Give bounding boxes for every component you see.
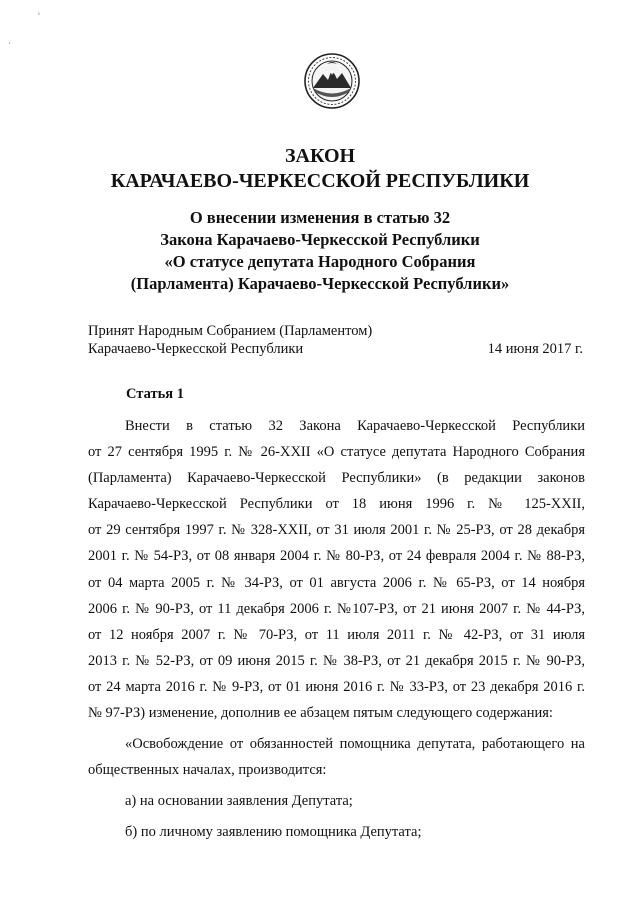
- scan-mark: ⁱ: [38, 10, 40, 20]
- body-line: от 04 марта 2005 г. № 34-РЗ, от 01 августа 2006 г. № 65-РЗ, от 14 ноября: [88, 574, 585, 591]
- subtitle-line: (Парламента) Карачаево-Черкесской Республики»: [130, 274, 510, 293]
- body-line: 2001 г. № 54-РЗ, от 08 января 2004 г. № 80-РЗ, от 24 февраля 2004 г. № 88-РЗ,: [88, 548, 585, 565]
- subtitle-line: «О статусе депутата Народного Собрания: [164, 252, 476, 271]
- subtitle-line: О внесении изменения в статью 32: [189, 208, 451, 227]
- body-line: от 27 сентября 1995 г. № 26-XXII «О статусе депутата Народного Собрания: [88, 444, 585, 461]
- document-type-title: ЗАКОН: [284, 145, 356, 167]
- adoption-line: Карачаево-Черкесской Республики: [88, 341, 304, 357]
- body-line: № 97-РЗ) изменение, дополнив ее абзацем пятым следующего содержания:: [88, 705, 553, 722]
- body-line: от 12 ноября 2007 г. № 70-РЗ, от 11 июля 2011 г. № 42-РЗ, от 31 июля: [88, 626, 585, 643]
- adoption-line: Принят Народным Собранием (Парламентом): [88, 323, 373, 339]
- republic-title: КАРАЧАЕВО-ЧЕРКЕССКОЙ РЕСПУБЛИКИ: [110, 170, 530, 192]
- quote-line: «Освобождение от обязанностей помощника депутата, работающего на: [125, 736, 585, 753]
- body-line: от 29 сентября 1997 г. № 328-XXII, от 31 июля 2001 г. № 25-РЗ, от 28 декабря: [88, 522, 585, 539]
- adoption-block: [88, 322, 583, 358]
- law-subtitle: [0, 207, 640, 295]
- body-line: 2006 г. № 90-РЗ, от 11 декабря 2006 г. №107-РЗ, от 21 июня 2007 г. № 44-РЗ,: [88, 600, 585, 617]
- body-line: 2013 г. № 52-РЗ, от 09 июня 2015 г. № 38-РЗ, от 21 декабря 2015 г. № 90-РЗ,: [88, 652, 585, 669]
- scan-mark: ·: [8, 38, 11, 48]
- body-line: (Парламента) Карачаево-Черкесской Республики» (в редакции законов: [88, 470, 585, 487]
- body-line: от 24 марта 2016 г. № 9-РЗ, от 01 июня 2016 г. № 33-РЗ, от 23 декабря 2016 г.: [88, 678, 585, 695]
- list-item: а) на основании заявления Депутата;: [125, 793, 353, 810]
- list-item: б) по личному заявлению помощника Депутата;: [125, 824, 422, 841]
- body-line: Карачаево-Черкесской Республики от 18 июня 1996 г. № 125-XXII,: [88, 496, 585, 513]
- article-body: [88, 413, 585, 846]
- subtitle-line: Закона Карачаево-Черкесской Республики: [160, 230, 480, 249]
- article-heading: Статья 1: [126, 386, 184, 402]
- coat-of-arms-emblem: [303, 52, 361, 110]
- quote-line: общественных началах, производится:: [88, 762, 327, 779]
- adoption-date: 14 июня 2017 г.: [487, 341, 583, 357]
- body-line: Внести в статью 32 Закона Карачаево-Черкесской Республики: [125, 418, 585, 434]
